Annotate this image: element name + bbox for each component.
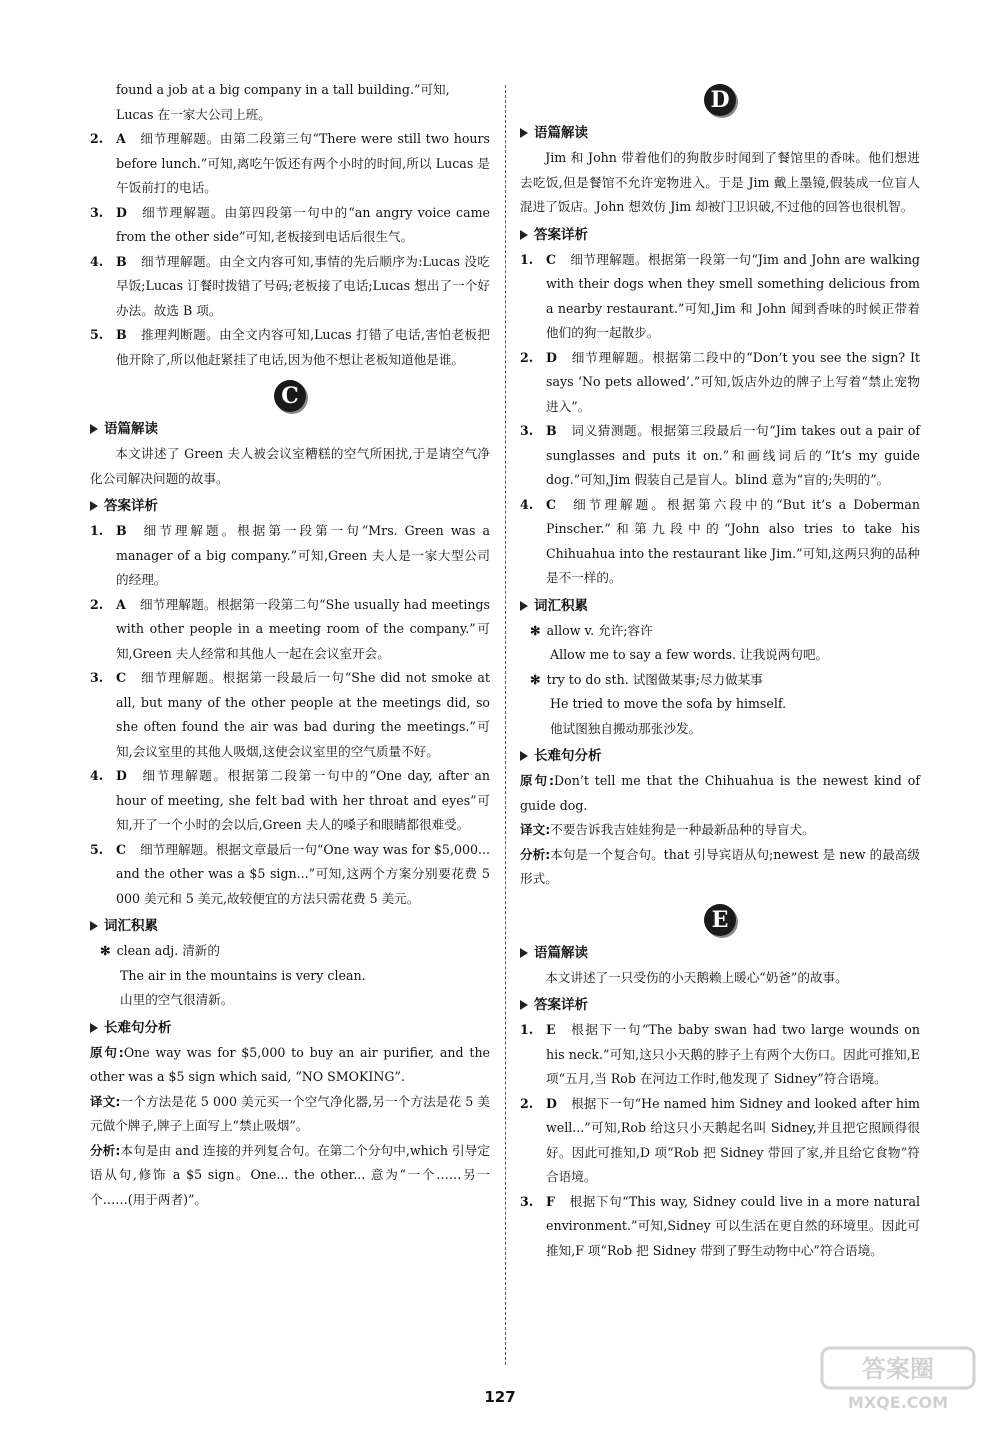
- answer-item: 2. A 细节理解题。由第二段第三句“There were still two hours before lunch.”可知,离吃午饭还有两个小时的时间,所以 Lucas 是午饭前打的电话。: [90, 131, 490, 195]
- vocab-example-en: He tried to move the sofa by himself.: [550, 696, 787, 711]
- arrow-icon: [520, 601, 528, 611]
- answer-list-e: [520, 1018, 920, 1263]
- continued-line-1: found a job at a big company in a tall building.”可知,: [116, 82, 450, 97]
- answer-item: 4. B 细节理解题。由全文内容可知,事情的先后顺序为:Lucas 没吃早饭;Lucas 订餐时拨错了号码;老板接了电话;Lucas 想出了一个好办法。故选 B 项。: [90, 253, 490, 318]
- svg-text:MXQE.COM: MXQE.COM: [847, 1393, 949, 1412]
- answer-item: 4. D 细节理解题。根据第二段第一句中的“One day, after an hour of meeting, she felt bad with her throat and eyes”可知,开了一个小时的会以后,Green 夫人的嗓子和眼睛都很难受。: [90, 768, 490, 832]
- answer-item: 2. D 细节理解题。根据第二段中的“Don’t you see the sign? It says ‘No pets allowed’.”可知,饭店外边的牌子上写着“禁止宠物进入”。: [520, 349, 920, 414]
- original-sentence: 原句:One way was for $5,000 to buy an air purifier, and the other was a $5 sign which said, “NO SMOKING”.: [90, 1044, 491, 1084]
- page-number: 127: [484, 1388, 516, 1406]
- original-sentence: 原句:Don’t tell me that the Chihuahua is the newest kind of guide dog.: [520, 773, 920, 813]
- answer-item: 2. A 细节理解题。根据第一段第二句“She usually had meetings with other people in a meeting room of the company.”可知,Green 夫人经常和其他人一起在会议室开会。: [90, 596, 490, 661]
- vocab-entry: ✻ clean adj. 清新的 The air in the mountains is very clean. 山里的空气很清新。: [100, 939, 490, 1013]
- vocab-example: Allow me to say a few words. 让我说两句吧。: [550, 647, 829, 662]
- arrow-icon: [520, 128, 528, 138]
- vocab-entry: ✻ allow v. 允许;容许 Allow me to say a few words. 让我说两句吧。: [530, 619, 920, 668]
- translation: 译文:不要告诉我吉娃娃狗是一种最新品种的导盲犬。: [520, 822, 815, 837]
- vocab-example-en: The air in the mountains is very clean.: [120, 967, 366, 983]
- section-heading-reading: 语篇解读: [520, 940, 920, 966]
- answer-item: 5. B 推理判断题。由全文内容可知,Lucas 打错了电话,害怕老板把他开除了,所以他赶紧挂了电话,因为他不想让老板知道他是谁。: [90, 327, 490, 367]
- vocab-example-zh: 山里的空气很清新。: [120, 992, 234, 1007]
- section-heading-vocab: 词汇积累: [520, 593, 920, 619]
- answer-item: 3. B 词义猜测题。根据第三段最后一句“Jim takes out a pair of sunglasses and puts it on.”和画线词后的“It’s my guide dog.”可知,Jim 假装自己是盲人。blind 意为“盲的;失明的”。: [520, 423, 920, 487]
- vocab-example-zh: 他试图独自搬动那张沙发。: [550, 720, 702, 736]
- arrow-icon: [90, 1023, 98, 1033]
- answer-item: 3. F 根据下句“This way, Sidney could live in a more natural environment.”可知,Sidney 可以生活在更自然的环境里。因此可推知,F 项“Rob 把 Sidney 带到了野生动物中心”符合语境。: [520, 1193, 920, 1258]
- section-heading-answers: 答案详析: [90, 493, 490, 519]
- analysis: 分析:本句是一个复合句。that 引导宾语从句;newest 是 new 的最高级形式。: [520, 846, 920, 886]
- continued-line-2: Lucas 在一家大公司上班。: [116, 106, 271, 122]
- answer-item: 4. C 细节理解题。根据第六段中的“But it’s a Doberman Pinscher.”和第九段中的“John also tries to take his Chihuahua into the restaurant like Jim.”可知,这两只狗的品种是不一样的。: [520, 496, 920, 585]
- answer-item: 2. D 根据下一句“He named him Sidney and looked after him well...”可知,Rob 给这只小天鹅起名叫 Sidney,并且把它照顾得很好。因此可推知,D 项“Rob 把 Sidney 带回了家,并且给它食物”符合语境。: [520, 1095, 920, 1184]
- arrow-icon: [90, 424, 98, 434]
- answer-item: 1. E 根据下一句“The baby swan had two large wounds on his neck.”可知,这只小天鹅的脖子上有两个大伤口。因此可推知,E 项“五月,当 Rob 在河边工作时,他发现了 Sidney”符合语境。: [520, 1022, 920, 1086]
- right-column: [520, 78, 920, 1263]
- answer-item: 3. C 细节理解题。根据第一段最后一句“She did not smoke at all, but many of the other people at the meetings did, so she often found the air was bad during the meetings.”可知,会议室里的其他人吸烟,这使会议室里的空气质量不好。: [90, 670, 490, 759]
- section-heading-reading: 语篇解读: [90, 416, 490, 442]
- arrow-icon: [520, 751, 528, 761]
- arrow-icon: [520, 1000, 528, 1010]
- section-heading-answers: 答案详析: [520, 222, 920, 248]
- reading-summary: 本文讲述了一只受伤的小天鹅赖上暖心“奶爸”的故事。: [545, 969, 848, 985]
- answer-list-c: [90, 519, 490, 911]
- arrow-icon: [520, 948, 528, 958]
- left-column: [90, 78, 490, 1212]
- section-badge-d: D: [704, 84, 736, 116]
- star-bullet-icon: ✻: [530, 671, 541, 687]
- vocab-entry: ✻ try to do sth. 试图做某事;尽力做某事 He tried to move the sofa by himself. 他试图独自搬动那张沙发。: [530, 668, 920, 742]
- reading-summary: 本文讲述了 Green 夫人被会议室糟糕的空气所困扰,于是请空气净化公司解决问题的故事。: [90, 446, 490, 486]
- section-heading-sentence: 长难句分析: [90, 1015, 490, 1041]
- star-bullet-icon: ✻: [530, 622, 541, 638]
- arrow-icon: [90, 501, 98, 511]
- answer-item: 5. C 细节理解题。根据文章最后一句“One way was for $5,000... and the other was a $5 sign...”可知,这两个方案分别要花费 5 000 美元和 5 美元,故较便宜的方法只需花费 5 美元。: [90, 841, 490, 906]
- answer-list-d: [520, 248, 920, 591]
- answer-list-b: [90, 127, 490, 372]
- answer-item: 3. D 细节理解题。由第四段第一句中的“an angry voice came from the other side”可知,老板接到电话后很生气。: [90, 204, 490, 244]
- section-heading-answers: 答案详析: [520, 992, 920, 1018]
- analysis: 分析:本句是由 and 连接的并列复合句。在第二个分句中,which 引导定语从句,修饰 a $5 sign。One... the other... 意为“一个……另一个……(用于两者)”。: [90, 1142, 490, 1207]
- watermark-logo: [818, 1344, 978, 1414]
- section-heading-reading: 语篇解读: [520, 120, 920, 146]
- column-divider: [505, 85, 506, 1365]
- reading-summary: Jim 和 John 带着他们的狗散步时闻到了餐馆里的香味。他们想进去吃饭,但是餐馆不允许宠物进入。于是 Jim 戴上墨镜,假装成一位盲人混进了饭店。John 想效仿 Jim 却被门卫识破,不过他的回答也很机智。: [520, 150, 920, 214]
- section-heading-sentence: 长难句分析: [520, 743, 920, 769]
- answer-item: 1. C 细节理解题。根据第一段第一句“Jim and John are walking with their dogs when they smell something delicious from a nearby restaurant.”可知,Jim 和 John 闻到香味的时候正带着他们的狗一起散步。: [520, 251, 920, 340]
- svg-text:答案圈: 答案圈: [862, 1355, 934, 1383]
- star-bullet-icon: ✻: [100, 943, 111, 958]
- section-badge-e: E: [704, 904, 736, 936]
- section-heading-vocab: 词汇积累: [90, 913, 490, 939]
- arrow-icon: [90, 921, 98, 931]
- translation: 译文:一个方法是花 5 000 美元买一个空气净化器,另一个方法是花 5 美元做个牌子,牌子上面写上“禁止吸烟”。: [90, 1093, 490, 1133]
- arrow-icon: [520, 230, 528, 240]
- section-badge-c: C: [274, 380, 306, 412]
- answer-item: 1. B 细节理解题。根据第一段第一句“Mrs. Green was a manager of a big company.”可知,Green 夫人是一家大型公司的经理。: [90, 523, 490, 587]
